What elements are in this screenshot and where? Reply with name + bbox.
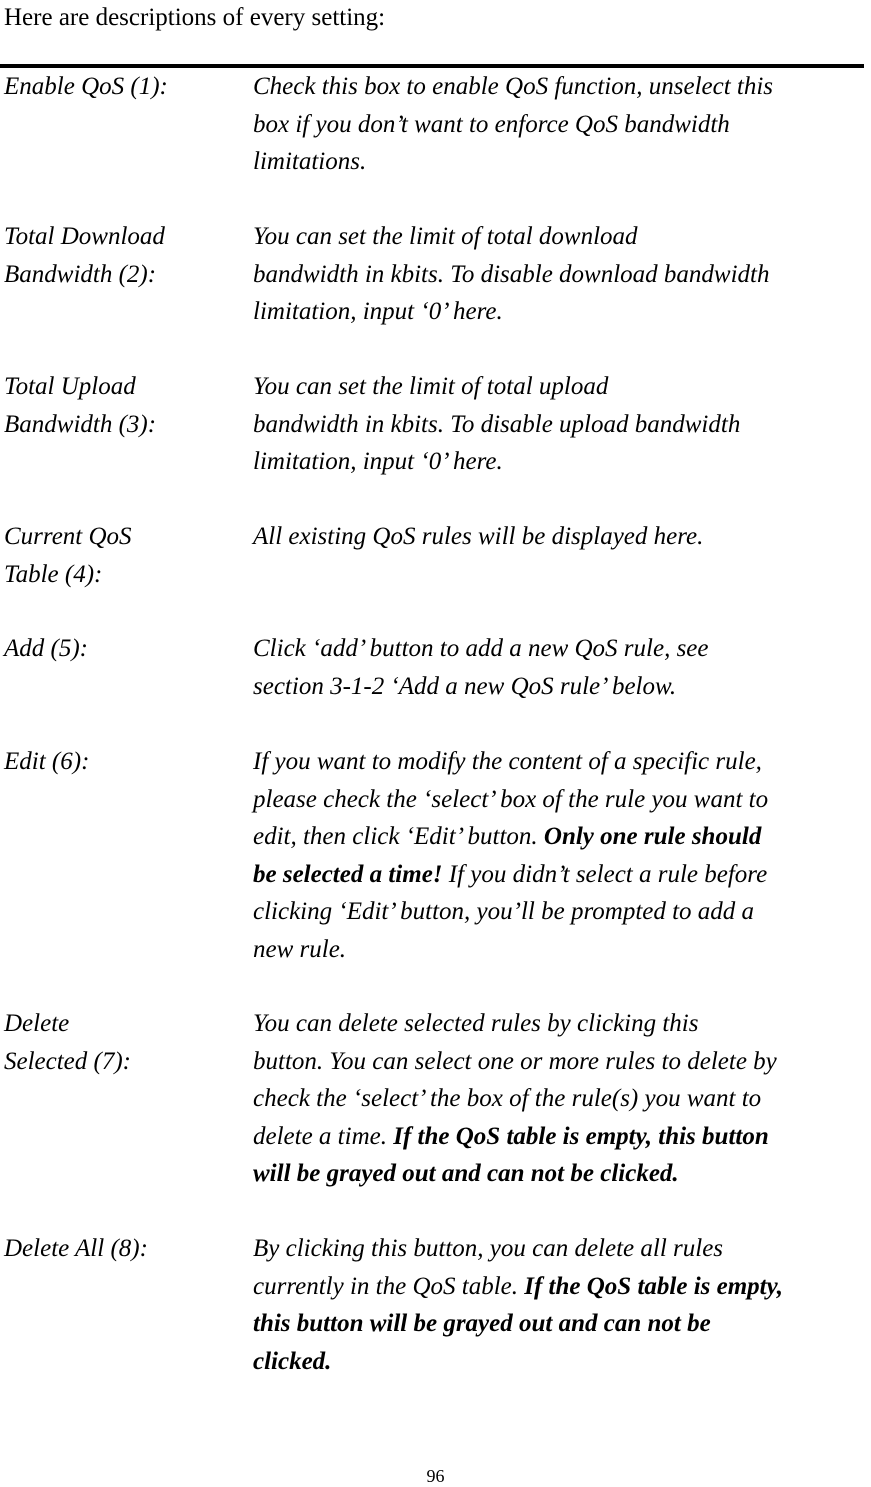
description-text: bandwidth in kbits. To disable upload bandwidth — [253, 410, 741, 438]
description-text: check the ‘select’ the box of the rule(s) you want to — [253, 1085, 762, 1113]
emphasis-text: If the QoS table is empty, — [524, 1272, 784, 1300]
description-text: Check this box to enable QoS function, unselect this — [253, 73, 774, 100]
setting-description-line — [253, 1118, 871, 1156]
setting-description — [253, 218, 871, 331]
setting-description — [253, 743, 871, 969]
setting-description-line — [253, 743, 871, 781]
setting-description-line — [253, 293, 871, 331]
description-text: limitation, input ‘0’ here. — [253, 448, 503, 476]
setting-description-line — [253, 443, 871, 481]
emphasis-text: this button will be grayed out and can not be — [253, 1310, 711, 1338]
setting-description-line — [253, 218, 871, 256]
setting-description — [253, 630, 871, 705]
description-text: By clicking this button, you can delete all rules — [253, 1235, 724, 1262]
description-text: limitation, input ‘0’ here. — [253, 298, 503, 326]
setting-description-line — [253, 931, 871, 969]
setting-term — [4, 630, 244, 668]
setting-description-line — [253, 143, 871, 181]
setting-description-line — [253, 368, 871, 406]
description-text: edit, then click ‘Edit’ button. — [253, 823, 544, 851]
emphasis-text: Only one rule should — [543, 823, 762, 851]
setting-term-line: Bandwidth (2): — [4, 260, 157, 288]
description-text: If you want to modify the content of a specific rule, — [253, 748, 762, 775]
intro-text: Here are descriptions of every setting: — [4, 4, 386, 31]
setting-description-line — [253, 256, 871, 294]
setting-description-line — [253, 1230, 871, 1268]
emphasis-text: If the QoS table is empty, this button — [393, 1122, 769, 1150]
description-text: bandwidth in kbits. To disable download bandwidth — [253, 260, 770, 288]
emphasis-text: will be grayed out and can not be clicked. — [253, 1160, 679, 1188]
setting-term — [4, 1230, 244, 1268]
setting-description-line — [253, 856, 871, 894]
setting-description-line — [253, 1080, 871, 1118]
setting-term — [4, 218, 244, 293]
description-text: You can set the limit of total download — [253, 223, 638, 250]
setting-term-line: Delete All (8): — [4, 1235, 148, 1262]
setting-description-line — [253, 68, 871, 106]
setting-term — [4, 1005, 244, 1080]
setting-description-line — [253, 630, 871, 668]
setting-term-line: Total Download — [4, 223, 165, 250]
description-text: limitations. — [253, 148, 367, 176]
setting-term-line: Bandwidth (3): — [4, 410, 157, 438]
setting-term-line: Table (4): — [4, 560, 103, 588]
setting-description — [253, 68, 871, 181]
description-text: clicking ‘Edit’ button, you’ll be prompted to add a — [253, 898, 755, 926]
page-number: 96 — [426, 1466, 445, 1486]
setting-description-line — [253, 893, 871, 931]
setting-description-line — [253, 1268, 871, 1306]
setting-description-line — [253, 1343, 871, 1381]
setting-description — [253, 1005, 871, 1193]
setting-description-line — [253, 1155, 871, 1193]
description-text: please check the ‘select’ box of the rule you want to — [253, 785, 769, 813]
setting-description-line — [253, 1305, 871, 1343]
setting-description-line — [253, 518, 871, 556]
description-text: You can delete selected rules by clicking this — [253, 1010, 699, 1037]
setting-term-line: Selected (7): — [4, 1047, 132, 1075]
setting-description-line — [253, 406, 871, 444]
setting-term-line: Edit (6): — [4, 748, 90, 775]
setting-description-line — [253, 668, 871, 706]
setting-term-line: Add (5): — [4, 635, 88, 662]
setting-term-line: Total Upload — [4, 373, 136, 400]
description-text: button. You can select one or more rules to delete by — [253, 1047, 777, 1075]
setting-term — [4, 743, 244, 781]
setting-term-line: Enable QoS (1): — [4, 73, 168, 100]
description-text: You can set the limit of total upload — [253, 373, 609, 400]
setting-description — [253, 1230, 871, 1380]
description-text: If you didn’t select a rule before — [442, 860, 768, 888]
description-text: Click ‘add’ button to add a new QoS rule, see — [253, 635, 709, 662]
setting-description-line — [253, 1005, 871, 1043]
description-text: delete a time. — [253, 1122, 394, 1150]
emphasis-text: be selected a time! — [253, 860, 443, 888]
description-text: new rule. — [253, 935, 347, 963]
setting-term-line: Current QoS — [4, 523, 132, 550]
setting-term — [4, 368, 244, 443]
setting-description — [253, 368, 871, 481]
setting-description — [253, 518, 871, 556]
description-text: section 3-1-2 ‘Add a new QoS rule’ below. — [253, 672, 677, 700]
setting-description-line — [253, 818, 871, 856]
setting-term-line: Delete — [4, 1010, 70, 1037]
description-text: All existing QoS rules will be displayed here. — [253, 523, 704, 550]
setting-description-line — [253, 1043, 871, 1081]
emphasis-text: clicked. — [253, 1347, 332, 1375]
description-text: currently in the QoS table. — [253, 1272, 525, 1300]
setting-term — [4, 518, 244, 593]
setting-description-line — [253, 106, 871, 144]
description-text: box if you don’t want to enforce QoS bandwidth — [253, 110, 730, 138]
setting-term — [4, 68, 244, 106]
setting-description-line — [253, 781, 871, 819]
